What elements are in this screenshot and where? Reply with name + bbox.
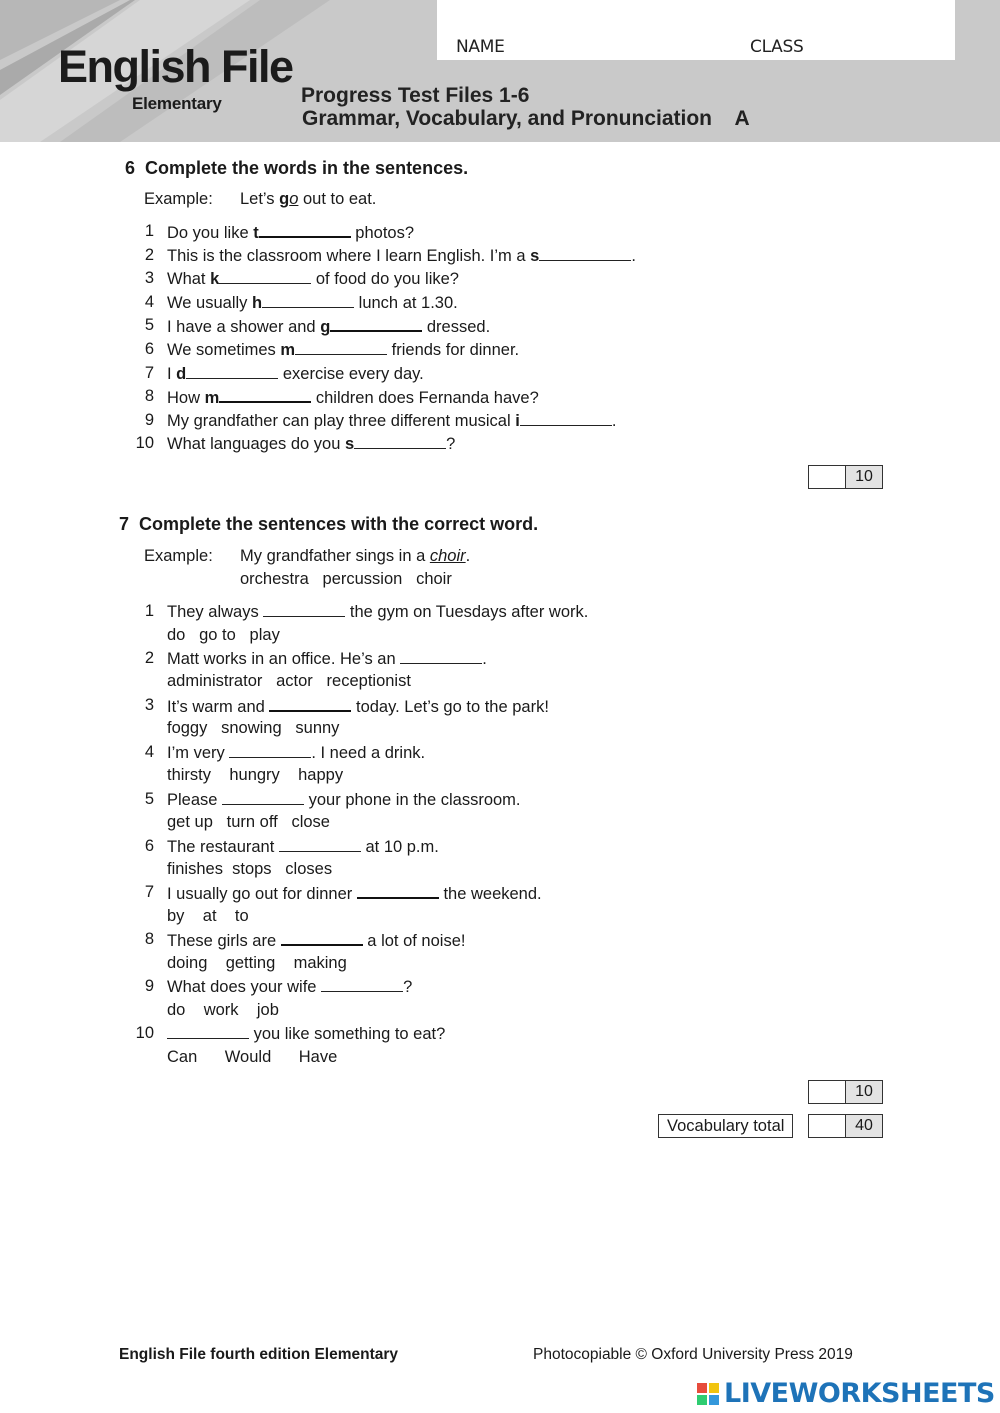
- item-number: 10: [135, 434, 154, 453]
- answer-blank[interactable]: [400, 649, 482, 664]
- score-max: 10: [846, 1081, 882, 1103]
- sentence-before: I: [167, 364, 177, 383]
- sentence-after: ?: [446, 435, 456, 454]
- sentence-after: lunch at 1.30.: [354, 293, 458, 312]
- item-number: 1: [144, 602, 154, 620]
- total-input[interactable]: [809, 1115, 846, 1137]
- example-options: orchestra percussion choir: [240, 570, 452, 588]
- sentence-after: you like something to eat?: [249, 1025, 446, 1044]
- sentence-before: What languages do you: [167, 435, 345, 454]
- sentence-item: [167, 387, 539, 408]
- sentence-before: I have a shower and: [167, 318, 321, 337]
- first-letter: h: [251, 293, 263, 312]
- sentence-after: children does Fernanda have?: [311, 389, 539, 408]
- page-header: [0, 0, 1000, 142]
- first-letter: d: [176, 364, 187, 383]
- answer-options: Can Would Have: [167, 1047, 338, 1066]
- answer-blank[interactable]: [321, 977, 403, 992]
- answer-options: doing getting making: [167, 953, 347, 972]
- liveworksheets-logo-icon: [696, 1382, 720, 1406]
- item-number: 9: [144, 977, 154, 996]
- sentence-item: [167, 837, 439, 857]
- brand-logo: English File: [58, 41, 293, 92]
- sentence-item: [167, 883, 542, 904]
- answer-blank[interactable]: [222, 790, 304, 805]
- sentence-item: [167, 1024, 445, 1044]
- answer-blank[interactable]: [279, 837, 361, 852]
- section-6-heading: [125, 158, 468, 179]
- answer-blank[interactable]: [186, 364, 278, 379]
- sentence-item: [167, 930, 465, 951]
- answer-blank[interactable]: [295, 340, 387, 355]
- vocabulary-total-label: Vocabulary total: [658, 1114, 793, 1138]
- item-number: 6: [144, 340, 154, 358]
- sentence-item: [167, 649, 487, 669]
- sentence-after: a lot of noise!: [362, 932, 466, 951]
- item-number: 8: [144, 387, 154, 406]
- item-number: 4: [144, 742, 154, 761]
- answer-options: by at to: [167, 906, 249, 925]
- item-number: 10: [135, 1024, 154, 1043]
- answer-blank[interactable]: [539, 246, 631, 261]
- sentence-item: [167, 743, 425, 763]
- score-box-section-7: [808, 1080, 883, 1104]
- sentence-before: Do you like: [167, 224, 254, 242]
- item-number: 1: [144, 222, 154, 240]
- answer-blank[interactable]: [219, 387, 311, 403]
- answer-blank[interactable]: [167, 1024, 249, 1039]
- footer-copyright: Photocopiable © Oxford University Press 2019: [533, 1346, 853, 1363]
- sentence-before: They always: [167, 603, 264, 621]
- sentence-item: [167, 222, 414, 243]
- sentence-before: We sometimes: [167, 341, 281, 359]
- section-7-heading: [119, 514, 538, 535]
- score-input[interactable]: [809, 466, 846, 488]
- answer-blank[interactable]: [281, 930, 363, 946]
- example-label: Example:: [144, 547, 213, 565]
- sentence-item: [167, 434, 455, 454]
- sentence-item: [167, 790, 521, 810]
- sentence-before: The restaurant: [167, 837, 279, 856]
- answer-blank[interactable]: [262, 293, 354, 308]
- sentence-after: exercise every day.: [278, 364, 424, 383]
- sentence-after: your phone in the classroom.: [304, 790, 521, 809]
- answer-options: finishes stops closes: [167, 860, 333, 878]
- first-letter: t: [253, 224, 259, 242]
- item-number: 3: [144, 695, 154, 714]
- sentence-before: I’m very: [167, 743, 230, 762]
- answer-blank[interactable]: [269, 696, 351, 712]
- first-letter: s: [530, 246, 540, 265]
- sentence-item: [167, 340, 519, 360]
- item-number: 8: [144, 930, 154, 949]
- sentence-item: [167, 293, 458, 313]
- name-label: NAME: [456, 37, 505, 57]
- test-title: Progress Test Files 1-6: [301, 84, 530, 107]
- sentence-before: These girls are: [167, 932, 281, 951]
- first-letter: g: [320, 318, 331, 337]
- answer-blank[interactable]: [520, 411, 612, 426]
- answer-options: administrator actor receptionist: [167, 672, 411, 691]
- sentence-after: .: [482, 649, 487, 668]
- sentence-after: . I need a drink.: [311, 743, 426, 762]
- first-letter: i: [515, 411, 520, 430]
- answer-blank[interactable]: [219, 269, 311, 284]
- sentence-item: [167, 364, 424, 384]
- first-letter: s: [344, 435, 355, 454]
- answer-options: do go to play: [167, 625, 280, 644]
- sentence-before: It’s warm and: [167, 697, 270, 716]
- score-box-section-6: [808, 465, 883, 489]
- item-number: 2: [144, 648, 154, 667]
- sentence-after: today. Let’s go to the park!: [351, 697, 549, 716]
- item-number: 3: [144, 269, 154, 288]
- section-instruction: Complete the sentences with the correct word.: [139, 514, 539, 534]
- item-number: 9: [144, 410, 154, 429]
- total-max: 40: [846, 1115, 882, 1137]
- answer-options: do work job: [167, 1000, 279, 1019]
- sentence-after: dressed.: [422, 318, 491, 337]
- example-sentence: My grandfather sings in a choir.: [240, 547, 471, 565]
- sentence-before: How: [167, 389, 205, 408]
- sentence-before: My grandfather can play three different musical: [167, 411, 516, 430]
- first-letter: m: [280, 341, 296, 359]
- test-subtitle: Grammar, Vocabulary, and Pronunciation A: [302, 107, 750, 130]
- sentence-after: the gym on Tuesdays after work.: [345, 603, 589, 621]
- vocabulary-total-box: [808, 1114, 883, 1138]
- sentence-after: at 10 p.m.: [360, 837, 439, 856]
- section-instruction: Complete the words in the sentences.: [145, 158, 469, 178]
- item-number: 2: [144, 245, 154, 264]
- example-label: Example:: [144, 190, 213, 208]
- item-number: 5: [144, 789, 154, 808]
- answer-blank[interactable]: [229, 743, 311, 758]
- score-input[interactable]: [809, 1081, 846, 1103]
- answer-blank[interactable]: [354, 434, 446, 449]
- class-label: CLASS: [750, 37, 804, 57]
- sentence-before: What does your wife: [167, 978, 322, 997]
- example-sentence: Let’s go out to eat.: [240, 190, 377, 208]
- sentence-before: What: [167, 270, 211, 289]
- answer-blank[interactable]: [259, 222, 351, 238]
- sentence-before: I usually go out for dinner: [167, 885, 357, 904]
- section-number: 7: [119, 514, 130, 534]
- answer-blank[interactable]: [263, 602, 345, 617]
- answer-blank[interactable]: [330, 316, 422, 332]
- watermark-text: LIVEWORKSHEETS: [724, 1378, 995, 1409]
- sentence-item: [167, 246, 636, 266]
- brand-subtitle: Elementary: [132, 94, 222, 113]
- item-number: 6: [144, 836, 154, 855]
- answer-options: get up turn off close: [167, 813, 330, 832]
- sentence-before: We usually: [167, 293, 252, 312]
- sentence-before: Please: [167, 790, 223, 809]
- sentence-item: [167, 316, 490, 337]
- sentence-after: the weekend.: [438, 885, 542, 904]
- sentence-before: This is the classroom where I learn English. I’m a: [167, 246, 531, 265]
- item-number: 7: [144, 883, 154, 902]
- item-number: 7: [144, 363, 154, 382]
- sentence-after: .: [611, 411, 617, 430]
- sentence-item: [167, 602, 588, 622]
- first-letter: k: [210, 270, 220, 289]
- liveworksheets-watermark: [696, 1378, 995, 1409]
- sentence-before: Matt works in an office. He’s an: [167, 649, 401, 668]
- answer-options: thirsty hungry happy: [167, 766, 344, 785]
- sentence-item: [167, 269, 459, 289]
- item-number: 4: [144, 292, 154, 311]
- answer-blank[interactable]: [357, 883, 439, 899]
- footer-edition: English File fourth edition Elementary: [119, 1346, 399, 1363]
- item-number: 5: [144, 316, 154, 335]
- score-max: 10: [846, 466, 882, 488]
- sentence-item: [167, 977, 412, 997]
- sentence-after: of food do you like?: [311, 270, 459, 289]
- sentence-item: [167, 411, 616, 431]
- answer-options: foggy snowing sunny: [167, 719, 340, 738]
- sentence-after: ?: [403, 978, 413, 997]
- section-number: 6: [125, 158, 136, 178]
- first-letter: m: [204, 389, 220, 408]
- name-class-box[interactable]: [437, 0, 955, 60]
- sentence-after: .: [631, 246, 636, 265]
- sentence-after: photos?: [350, 224, 415, 242]
- sentence-after: friends for dinner.: [387, 341, 520, 359]
- sentence-item: [167, 696, 549, 717]
